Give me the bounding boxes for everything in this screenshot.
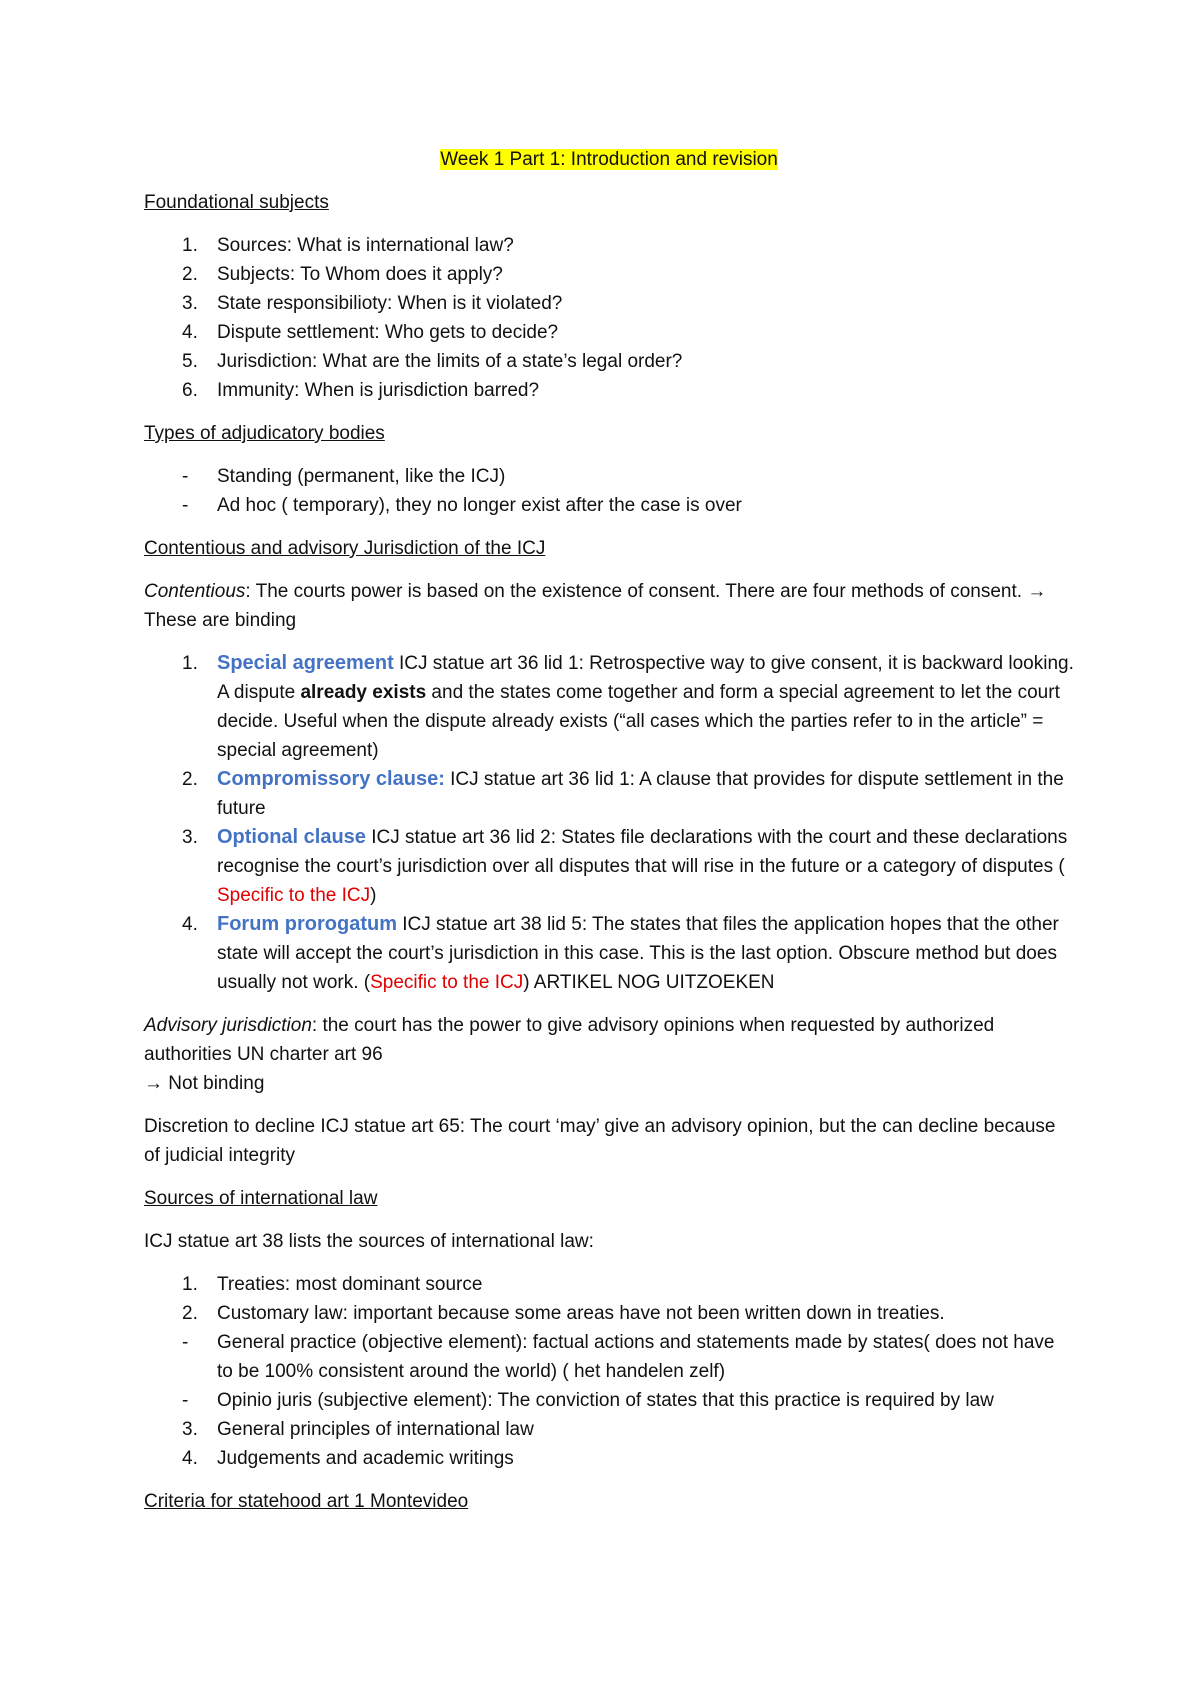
list-marker: - bbox=[182, 1332, 189, 1353]
list-item bbox=[144, 231, 1074, 260]
list-item bbox=[144, 347, 1074, 376]
list-marker: 1. bbox=[182, 653, 198, 674]
list-item-text: Standing (permanent, like the ICJ) bbox=[217, 466, 506, 487]
adjudicatory-heading: Types of adjudicatory bodies bbox=[144, 423, 385, 444]
list-item-text: Dispute settlement: Who gets to decide? bbox=[217, 322, 559, 343]
list-marker: 3. bbox=[182, 293, 198, 314]
list-marker: 1. bbox=[182, 1274, 198, 1295]
method-text: ICJ statue art 38 lid 5: The states that files the application hopes that the other state will accept the court’s jurisdiction in this case. This is the last option. Obscure method but does usually not work. ( bbox=[217, 914, 1059, 993]
list-marker: - bbox=[182, 1390, 189, 1411]
list-item-text: Sources: What is international law? bbox=[217, 235, 514, 256]
list-item bbox=[144, 260, 1074, 289]
list-item-text: General practice (objective element): factual actions and statements made by states( does not have to be 100% consistent around the world) ( het handelen zelf) bbox=[217, 1332, 1055, 1382]
advisory-paragraph bbox=[144, 1011, 1074, 1098]
method-text: ICJ statue art 36 lid 1: Retrospective way to give consent, it is backward looking. A dispute bbox=[217, 653, 1074, 703]
list-marker: 6. bbox=[182, 380, 198, 401]
advisory-binding-note: → Not binding bbox=[144, 1073, 265, 1094]
list-item bbox=[144, 1415, 1074, 1444]
list-marker: 4. bbox=[182, 914, 198, 935]
method-label: Optional clause bbox=[217, 826, 366, 848]
list-marker: - bbox=[182, 466, 189, 487]
method-text: ) bbox=[370, 885, 377, 906]
foundational-heading: Foundational subjects bbox=[144, 192, 329, 213]
list-item bbox=[144, 765, 1074, 823]
page-title-text: Week 1 Part 1: Introduction and revision bbox=[440, 149, 778, 170]
method-bold-text: already exists bbox=[300, 682, 427, 703]
contentious-heading: Contentious and advisory Jurisdiction of the ICJ bbox=[144, 538, 546, 559]
contentious-text: : The courts power is based on the existence of consent. There are four methods of consent. → These are binding bbox=[144, 581, 1047, 631]
list-marker: - bbox=[182, 495, 189, 516]
list-marker: 1. bbox=[182, 235, 198, 256]
method-text: ICJ statue art 36 lid 1: A clause that provides for dispute settlement in the future bbox=[217, 769, 1064, 819]
list-marker: 3. bbox=[182, 1419, 198, 1440]
method-text: and the states come together and form a special agreement to let the court decide. Useful when the dispute already exists (“all cases which the parties refer to in the article” = special agreement) bbox=[217, 682, 1060, 761]
contentious-label: Contentious bbox=[144, 581, 246, 602]
list-marker: 2. bbox=[182, 769, 198, 790]
list-marker: 2. bbox=[182, 1303, 198, 1324]
list-item-text: State responsibilioty: When is it violated? bbox=[217, 293, 563, 314]
list-item-text: Ad hoc ( temporary), they no longer exist after the case is over bbox=[217, 495, 742, 516]
method-label: Compromissory clause: bbox=[217, 768, 445, 790]
list-item bbox=[144, 1444, 1074, 1473]
document-body bbox=[144, 145, 1074, 1530]
list-item bbox=[144, 1386, 1074, 1415]
contentious-paragraph bbox=[144, 577, 1074, 635]
list-item-text: General principles of international law bbox=[217, 1419, 534, 1440]
advisory-text: : the court has the power to give advisory opinions when requested by authorized authorities UN charter art 96 bbox=[144, 1015, 995, 1065]
list-item bbox=[144, 1299, 1074, 1328]
list-marker: 5. bbox=[182, 351, 198, 372]
list-item-text: Customary law: important because some areas have not been written down in treaties. bbox=[217, 1303, 945, 1324]
list-item bbox=[144, 491, 1074, 520]
advisory-label: Advisory jurisdiction bbox=[144, 1015, 312, 1036]
list-item-text: Opinio juris (subjective element): The conviction of states that this practice is required by law bbox=[217, 1390, 994, 1411]
list-item-text: Treaties: most dominant source bbox=[217, 1274, 483, 1295]
list-marker: 4. bbox=[182, 1448, 198, 1469]
list-item bbox=[144, 376, 1074, 405]
list-item bbox=[144, 289, 1074, 318]
list-item bbox=[144, 1328, 1074, 1386]
consent-methods-list bbox=[144, 649, 1074, 997]
discretion-paragraph: Discretion to decline ICJ statue art 65: The court ‘may’ give an advisory opinion, but the can decline because of judicial integrity bbox=[144, 1116, 1056, 1166]
list-item bbox=[144, 649, 1074, 765]
method-label: Forum prorogatum bbox=[217, 913, 397, 935]
list-item bbox=[144, 318, 1074, 347]
method-text: ) ARTIKEL NOG UITZOEKEN bbox=[523, 972, 775, 993]
sources-list bbox=[144, 1270, 1074, 1473]
list-item-text: Jurisdiction: What are the limits of a state’s legal order? bbox=[217, 351, 683, 372]
sources-heading: Sources of international law bbox=[144, 1188, 378, 1209]
page-title bbox=[144, 145, 1074, 174]
list-item-text: Immunity: When is jurisdiction barred? bbox=[217, 380, 540, 401]
method-red-text: Specific to the ICJ bbox=[370, 972, 524, 993]
method-red-text: Specific to the ICJ bbox=[217, 885, 371, 906]
list-item-text: Judgements and academic writings bbox=[217, 1448, 514, 1469]
list-item-text: Subjects: To Whom does it apply? bbox=[217, 264, 503, 285]
list-item bbox=[144, 1270, 1074, 1299]
foundational-list bbox=[144, 231, 1074, 405]
list-marker: 4. bbox=[182, 322, 198, 343]
method-text: ICJ statue art 36 lid 2: States file declarations with the court and these declarations recognise the court’s jurisdiction over all disputes that will rise in the future or a category of disputes ( bbox=[217, 827, 1068, 877]
method-label: Special agreement bbox=[217, 652, 394, 674]
sources-intro: ICJ statue art 38 lists the sources of international law: bbox=[144, 1231, 594, 1252]
list-item bbox=[144, 462, 1074, 491]
statehood-heading: Criteria for statehood art 1 Montevideo bbox=[144, 1491, 469, 1512]
list-marker: 3. bbox=[182, 827, 198, 848]
adjudicatory-list bbox=[144, 462, 1074, 520]
list-item bbox=[144, 823, 1074, 910]
list-item bbox=[144, 910, 1074, 997]
list-marker: 2. bbox=[182, 264, 198, 285]
